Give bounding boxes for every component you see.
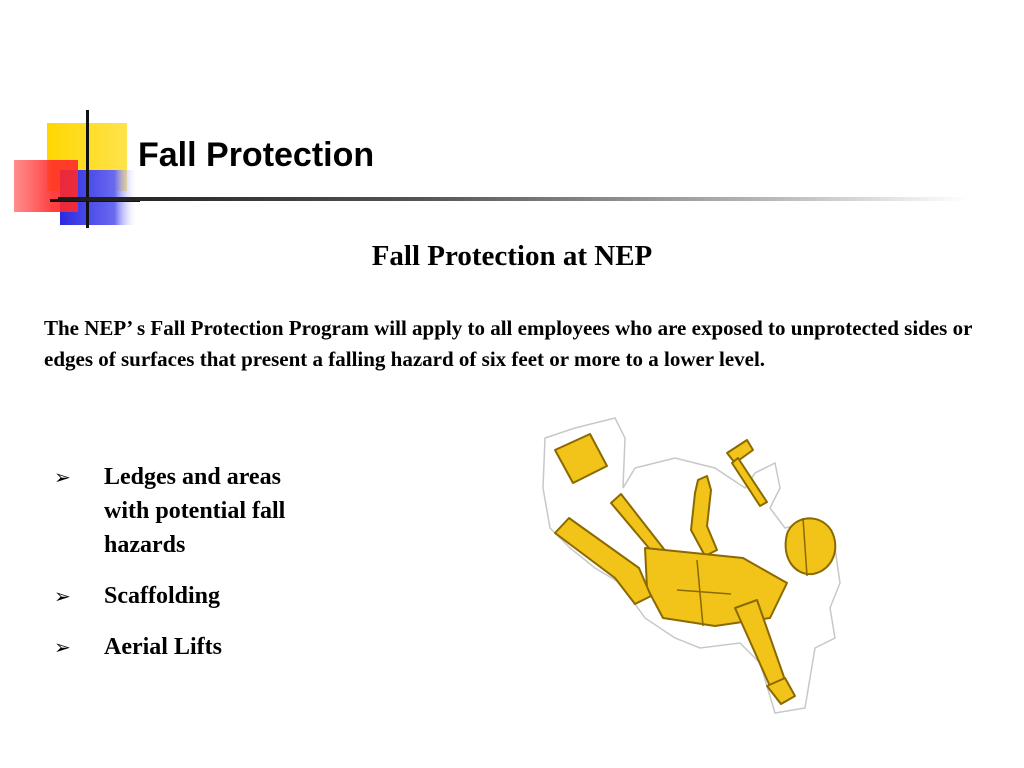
- slide-subtitle: Fall Protection at NEP: [371, 240, 653, 272]
- list-item: [54, 579, 354, 613]
- arrow-bullet-icon: ➢: [54, 635, 71, 659]
- arrow-bullet-icon: ➢: [54, 584, 71, 608]
- falling-block: [555, 434, 607, 483]
- worker-arm-up: [691, 476, 717, 556]
- list-item: [54, 460, 354, 562]
- arrow-bullet-icon: ➢: [54, 465, 71, 489]
- falling-worker-icon: [535, 408, 845, 720]
- list-item-text: Scaffolding: [104, 583, 221, 609]
- list-item-text: Ledges and areas with potential fall hazards: [104, 464, 286, 558]
- list-item-text: Aerial Lifts: [104, 634, 222, 660]
- slide-title: Fall Protection: [138, 136, 375, 174]
- worker-head: [786, 518, 836, 574]
- title-underline: [58, 197, 968, 201]
- program-description: The NEP’ s Fall Protection Program will apply to all employees who are exposed to unprotected sides or edges of surfaces that present a falling hazard of six feet or more to a lower level.: [44, 316, 973, 371]
- title-decoration: [0, 0, 150, 240]
- worker-torso: [645, 548, 787, 626]
- hazard-list: [54, 460, 354, 681]
- red-square: [14, 160, 78, 212]
- list-item: [54, 630, 354, 664]
- vertical-line: [86, 110, 89, 228]
